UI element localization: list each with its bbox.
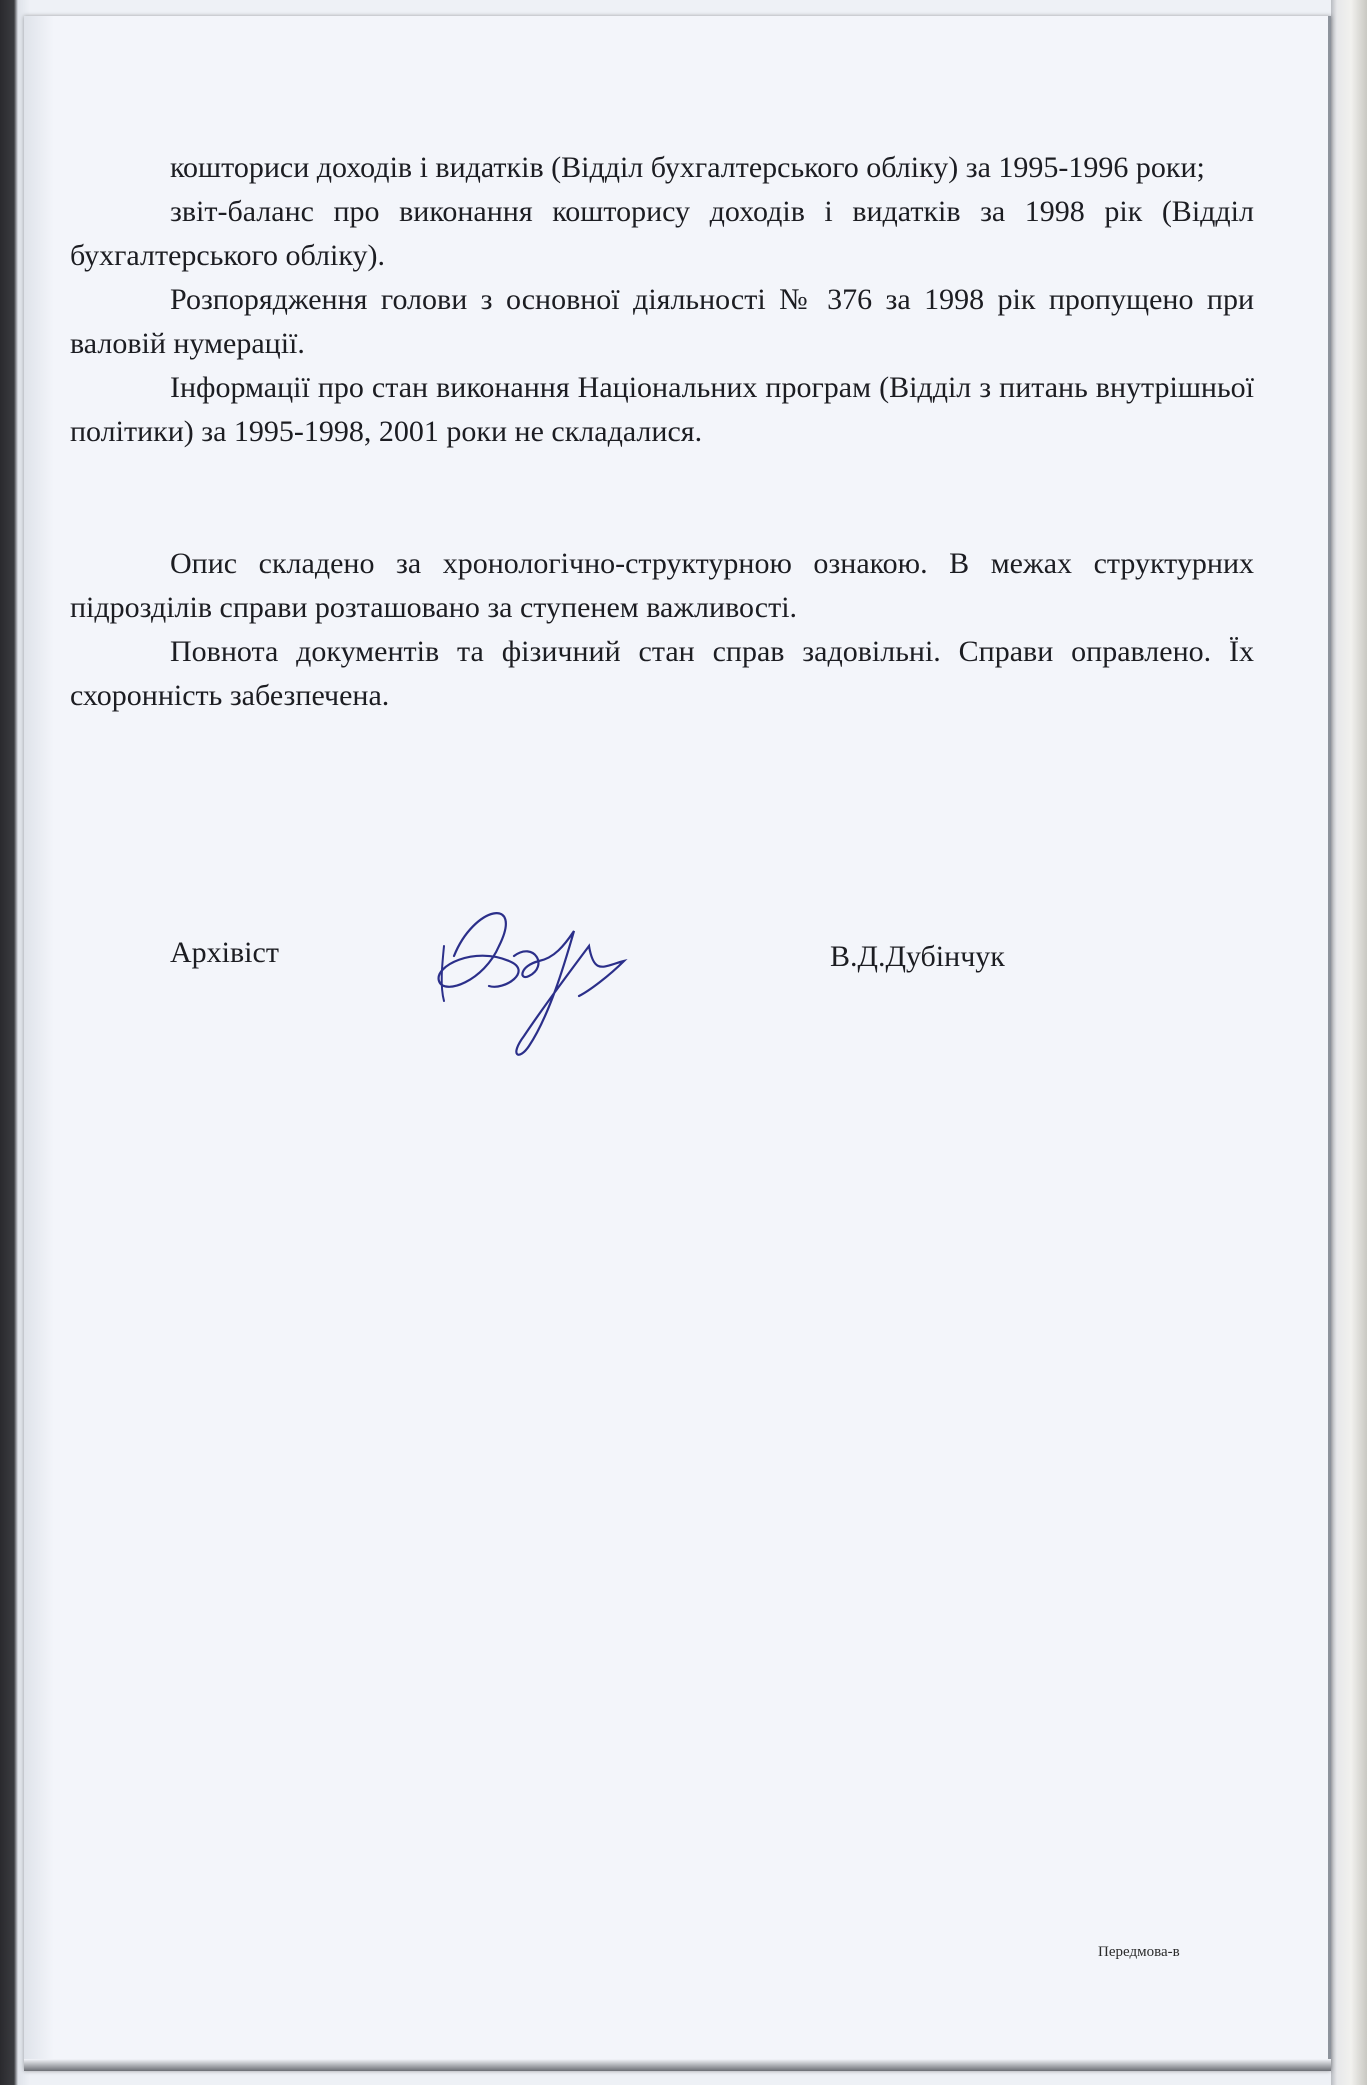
paragraph-inventory-method: Опис складено за хронологічно-структурною ознакою. В межах структурних підрозділів справи розташовано за ступенем важливості. [70,547,1254,624]
handwritten-signature [414,886,644,1076]
paragraph-budgets: кошториси доходів і видатків (Відділ бухгалтерського обліку) за 1995-1996 роки; [170,151,1205,184]
paragraph-national-programs: Інформації про стан виконання Національних програм (Відділ з питань внутрішньої політики) за 1995-1998, 2001 роки не складалися. [70,371,1254,448]
footer-label: Передмова-в [1098,1944,1180,1960]
paragraph-completeness: Повнота документів та фізичний стан справ задовільні. Справи оправлено. Їх схоронність забезпечена. [70,635,1254,712]
paragraph-missed-order: Розпорядження голови з основної діяльності № 376 за 1998 рік пропущено при валовій нумерації. [70,283,1254,360]
spacer [70,454,1254,542]
signer-title: Архівіст [170,936,279,969]
document-page [24,16,1331,2071]
signature-block [24,916,1331,1116]
page-edge [1331,0,1367,2085]
body-text [70,146,1254,718]
signer-name: В.Д.Дубінчук [830,940,1005,973]
paragraph-balance-report: звіт-баланс про виконання кошторису доходів і видатків за 1998 рік (Відділ бухгалтерського обліку). [70,195,1254,272]
page-bottom-edge [24,2059,1331,2071]
